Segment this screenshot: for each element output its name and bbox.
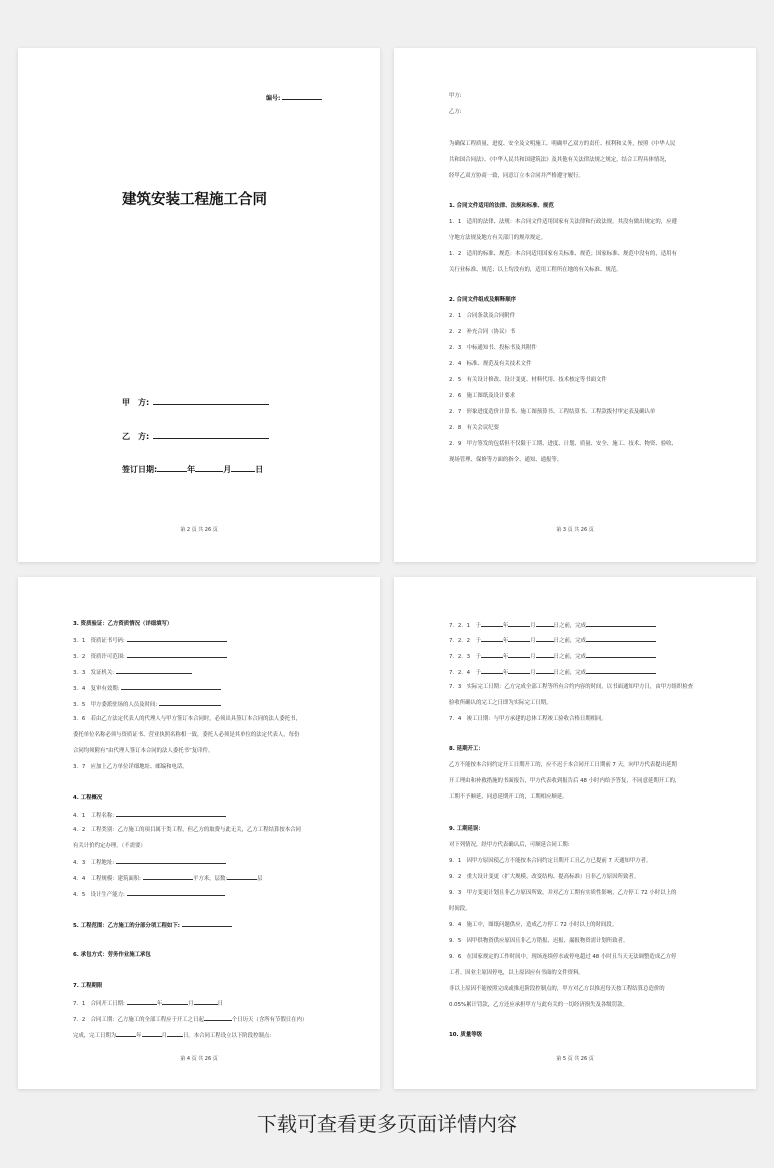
clause-line: 完成，完工日期为 年 月 日。本合同工程设立以下阶段控制点:	[73, 1033, 272, 1039]
clause-line: 现场管理、保修等方面的指令、通知、通报等。	[449, 457, 563, 463]
section-heading: 8. 延期开工：	[449, 746, 484, 752]
section-heading: 6. 承包方式：劳务作业施工承包	[73, 952, 151, 958]
preamble-line: 经甲乙双方协商一致，同意订立本合同并严格遵守履行。	[449, 173, 584, 179]
clause-line: 4．5 设计生产能力:	[73, 890, 225, 899]
milestone-line: 7．2．4 于 年 月 日之前，完成	[449, 668, 656, 677]
party-a-field: 甲 方:	[122, 397, 269, 408]
sign-date-field: 签订日期: 年 月 日	[122, 465, 264, 474]
clause-line: 2．1 合同条款及合同附件	[449, 313, 516, 319]
clause-line: 3．3 发证机关:	[73, 668, 192, 677]
clause-line: 3．7 应加上乙方单位详细地址、邮编和电话。	[73, 764, 188, 770]
section-heading: 5. 工程范围：乙方施工的分部分项工程如下:	[73, 921, 232, 930]
clause-line: 合同均须附有“由代理人签订本合同的法人委托书”复印件。	[73, 748, 214, 754]
clause-line: 9．3 甲方变更计划且非乙方原因所致，并对乙方工期有实质性影响，乙方停工 72 小时以上的	[449, 890, 677, 896]
page-footer: 第 5 页 共 26 页	[556, 1056, 594, 1062]
party-b-field: 乙 方:	[122, 431, 269, 442]
clause-line: 4．2 工程类别：乙方施工的项目属于类工程，但乙方的取费与此无关，乙方工程结算按本合同	[73, 827, 301, 833]
download-caption: 下载可查看更多页面详情内容	[257, 1112, 517, 1136]
clause-line: 9．5 因甲供物资供应原因且非乙方错报、迟报、漏报物资需计划所致者。	[449, 938, 629, 944]
clause-line: 乙方不能按本合同约定开工日期开工的，应不迟于本合同开工日期前 7 天，向甲方代表提出延期	[449, 762, 677, 768]
clause-line: 关行业标准、规范；以上均没有的，适用工程所在地的有关标准、规范。	[449, 267, 622, 273]
clause-line: 2．8 有关会议纪要	[449, 425, 499, 431]
clause-line: 3．6 若由乙方法定代表人的代理人与甲方签订本合同时，必须出具签订本合同的法人委托书，	[73, 716, 301, 722]
section-heading: 9. 工期延误：	[449, 826, 484, 832]
clause-line: 对下列情况，经甲方代表确认后，可顺延合同工期:	[449, 842, 570, 848]
clause-line: 有关计价约定办理。（不需要）	[73, 843, 146, 849]
cover-page	[18, 48, 380, 562]
section-heading: 4. 工程概况	[73, 795, 103, 801]
clause-line: 2．5 有关设计修改、设计变更、材料代用、技术核定等书面文件	[449, 377, 607, 383]
clause-line: 委托单位名称必须与资质证书、营业执照名称相一致，委托人必须是其单位的法定代表人，每份	[73, 732, 300, 738]
milestone-line: 7．2．3 于 年 月 日之前，完成	[449, 652, 656, 661]
clause-line: 7．4 竣工日期：与甲方承建的总体工程竣工验收合格日期相同。	[449, 716, 607, 722]
section-heading: 3. 资质验证：乙方资质情况（详细填写）	[73, 621, 173, 627]
clause-line: 9．4 施工中，图纸问题供应，造成乙方停工 72 小时以上的时间段。	[449, 922, 618, 928]
party-b-line: 乙方:	[449, 109, 462, 115]
contract-page-3	[394, 48, 756, 562]
clause-line: 时间段。	[449, 906, 471, 912]
clause-line: 9．2 重大设计变更（扩大规模、改变结构、提高标准）且非乙方原因所致者。	[449, 874, 640, 880]
clause-line: 4．1 工程名称:	[73, 811, 226, 820]
milestone-line: 7．2．1 于 年 月 日之前，完成	[449, 621, 656, 630]
clause-line: 9．6 在国家规定的工作时间中，现场连续停水或停电超过 48 小时且当天无法调整造成乙方停	[449, 954, 677, 960]
clause-line: 工者。因业主原因停电，以上原因应有书面的文件资料。	[449, 970, 584, 976]
clause-line: 2．2 补充合同（协议）书	[449, 329, 516, 335]
clause-line: 2．6 施工图纸及设计要求	[449, 393, 516, 399]
clause-line: 4．3 工程地址:	[73, 858, 226, 867]
clause-line: 0.05%累计罚款，乙方还应承担甲方与此有关的一切经济损失及各级罚款。	[449, 1002, 628, 1008]
contract-page-5	[394, 577, 756, 1089]
clause-line: 4．4 工程规模：建筑面积: 平方米，层数: 层	[73, 876, 263, 882]
serial-number: 编号:	[266, 93, 322, 102]
clause-line: 2．3 中标通知书、投标书及其附件	[449, 345, 537, 351]
clause-line: 7．1 合同开工日期: 年 月 日	[73, 1001, 224, 1007]
clause-line: 1．2 适用的标准、规范：本合同适用国家有关标准、规范；国家标准、规范中没有的，适用有	[449, 251, 677, 257]
clause-line: 3．4 复审有效期:	[73, 684, 221, 693]
clause-line: 9．1 因甲方原因使乙方不能按本合同约定日期开工且乙方已提前 7 天通知甲方者。	[449, 858, 652, 864]
clause-line: 验收所确认的完工之日即为实际完工日期。	[449, 700, 552, 706]
clause-line: 2．7 形象进度造价计算书、施工图预算书、工程结算书、工程款拨付审定表及确认单	[449, 409, 656, 415]
clause-line: 7．2 合同工期：乙方施工的全部工程应于开工之日起 个日历天（含所有节假日在内）	[73, 1017, 308, 1023]
page-footer: 第 3 页 共 26 页	[556, 527, 594, 533]
page-footer: 第 4 页 共 26 页	[180, 1056, 218, 1062]
clause-line: 1．1 适用的法律、法规：本合同文件适用国家有关法律和行政法规。其没有做出规定的，应遵	[449, 219, 677, 225]
clause-line: 7．3 实际完工日期：乙方完成全部工程等所有合约内容的时间，以书面通知甲方日，由甲方组织检查	[449, 684, 694, 690]
clause-line: 2．9 甲方签发的包括但不仅限于工期、进度、计划、质量、安全、施工、技术、物资、验收、	[449, 441, 677, 447]
clause-line: 守地方法规及地方有关部门的规章规定。	[449, 235, 547, 241]
section-heading: 2. 合同文件组成及解释顺序	[449, 297, 516, 303]
clause-line: 开工理由和补救措施的书面报告，甲方代表收到报告后 48 小时内给予答复，不同意延期开工的，	[449, 778, 681, 784]
clause-line: 非以上原因不能按照完成或推迟阶段控制点的，甲方对乙方以推迟每天按工程结算总造价的	[449, 986, 665, 992]
clause-line: 工期不予顺延，同意延期开工的，工期相应顺延。	[449, 794, 568, 800]
contract-page-4	[18, 577, 380, 1089]
clause-line: 3．5 甲方委派驻场的人员及时间:	[73, 700, 221, 709]
clause-line: 3．1 资质证书号码:	[73, 636, 227, 645]
section-heading: 1. 合同文件适用的法律、法规和标准、规范	[449, 203, 554, 209]
preamble-line: 共和国合同法》、《中华人民共和国建筑法》及其他有关法律法规之规定，结合工程具体情况，	[449, 157, 671, 163]
section-heading: 7. 工程期限	[73, 983, 103, 989]
preamble-line: 为确保工程质量、进度、安全及文明施工，明确甲乙双方的责任、权利和义务，按照《中华人民	[449, 141, 676, 147]
clause-line: 2．4 标准、规范及有关技术文件	[449, 361, 532, 367]
contract-title: 建筑安装工程施工合同	[122, 192, 267, 208]
section-heading: 10. 质量等级	[449, 1032, 482, 1038]
page-footer: 第 2 页 共 26 页	[180, 527, 218, 533]
clause-line: 3．2 资质许可范围:	[73, 652, 227, 661]
party-a-line: 甲方:	[449, 93, 462, 99]
milestone-line: 7．2．2 于 年 月 日之前，完成	[449, 636, 656, 645]
